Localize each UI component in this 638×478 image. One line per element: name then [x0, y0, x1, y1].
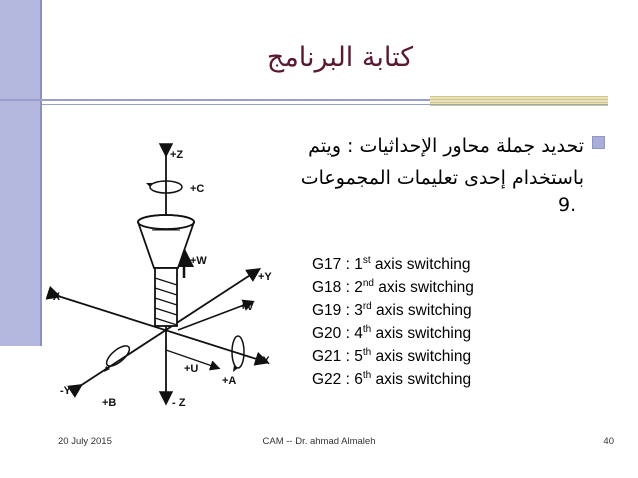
axis-ordinal: th: [362, 369, 372, 381]
axis-switching-list: [312, 253, 474, 391]
axis-row-g22: [312, 368, 474, 391]
label-minus-x: - X: [46, 291, 61, 303]
label-plus-z: +Z: [170, 149, 184, 161]
left-accent-bar: [0, 0, 40, 346]
label-plus-c: +C: [190, 183, 205, 195]
bullet-square-icon: [592, 136, 605, 149]
axis-ordinal: rd: [362, 300, 372, 312]
b-rotation-icon: [103, 342, 132, 369]
axis-desc: axis switching: [370, 256, 471, 273]
axis-desc: axis switching: [373, 279, 474, 296]
axis-ordinal: th: [362, 346, 372, 358]
label-plus-u: +U: [184, 363, 199, 375]
label-minus-z: - Z: [172, 397, 186, 409]
axis-code: G18 : 2: [312, 279, 363, 296]
axis-code: G17 : 1: [312, 256, 363, 273]
axis-ordinal: st: [362, 254, 371, 266]
axis-code: G22 : 6: [312, 371, 363, 388]
coordinate-axes-diagram: [42, 140, 302, 412]
axis-desc: axis switching: [371, 371, 472, 388]
axis-desc: axis switching: [371, 302, 472, 319]
label-plus-a: +A: [222, 375, 237, 387]
axis-ordinal: nd: [362, 277, 374, 289]
label-plus-w: +W: [190, 255, 207, 267]
axis-ordinal: th: [362, 323, 372, 335]
axis-row-g17: [312, 253, 474, 276]
footer-page-number: 40: [603, 436, 614, 447]
footer-date: 20 July 2015: [58, 436, 112, 447]
label-plus-x: +X: [256, 355, 270, 367]
slide-title: كتابة البرنامج: [266, 42, 414, 73]
label-plus-v: +V: [240, 301, 254, 313]
axis-row-g21: [312, 345, 474, 368]
label-plus-b: +B: [102, 397, 117, 409]
label-minus-y: -Y: [60, 385, 71, 397]
bullet-text: تحديد جملة محاور الإحداثيات : ويتم باستخدام إحدى تعليمات المجموعات: [300, 135, 584, 189]
axis-desc: axis switching: [371, 325, 472, 342]
tool-shank: [155, 268, 177, 326]
axis-code: G20 : 4: [312, 325, 363, 342]
bullet-number: 9.: [558, 194, 577, 216]
axis-code: G19 : 3: [312, 302, 363, 319]
axis-code: G21 : 5: [312, 348, 363, 365]
footer-author: CAM -- Dr. ahmad Almaleh: [262, 436, 376, 447]
axis-desc: axis switching: [371, 348, 472, 365]
axis-row-g18: [312, 276, 474, 299]
label-plus-y: +Y: [258, 271, 272, 283]
axis-row-g19: [312, 299, 474, 322]
axis-row-g20: [312, 322, 474, 345]
title-rule-thin: [42, 104, 608, 105]
